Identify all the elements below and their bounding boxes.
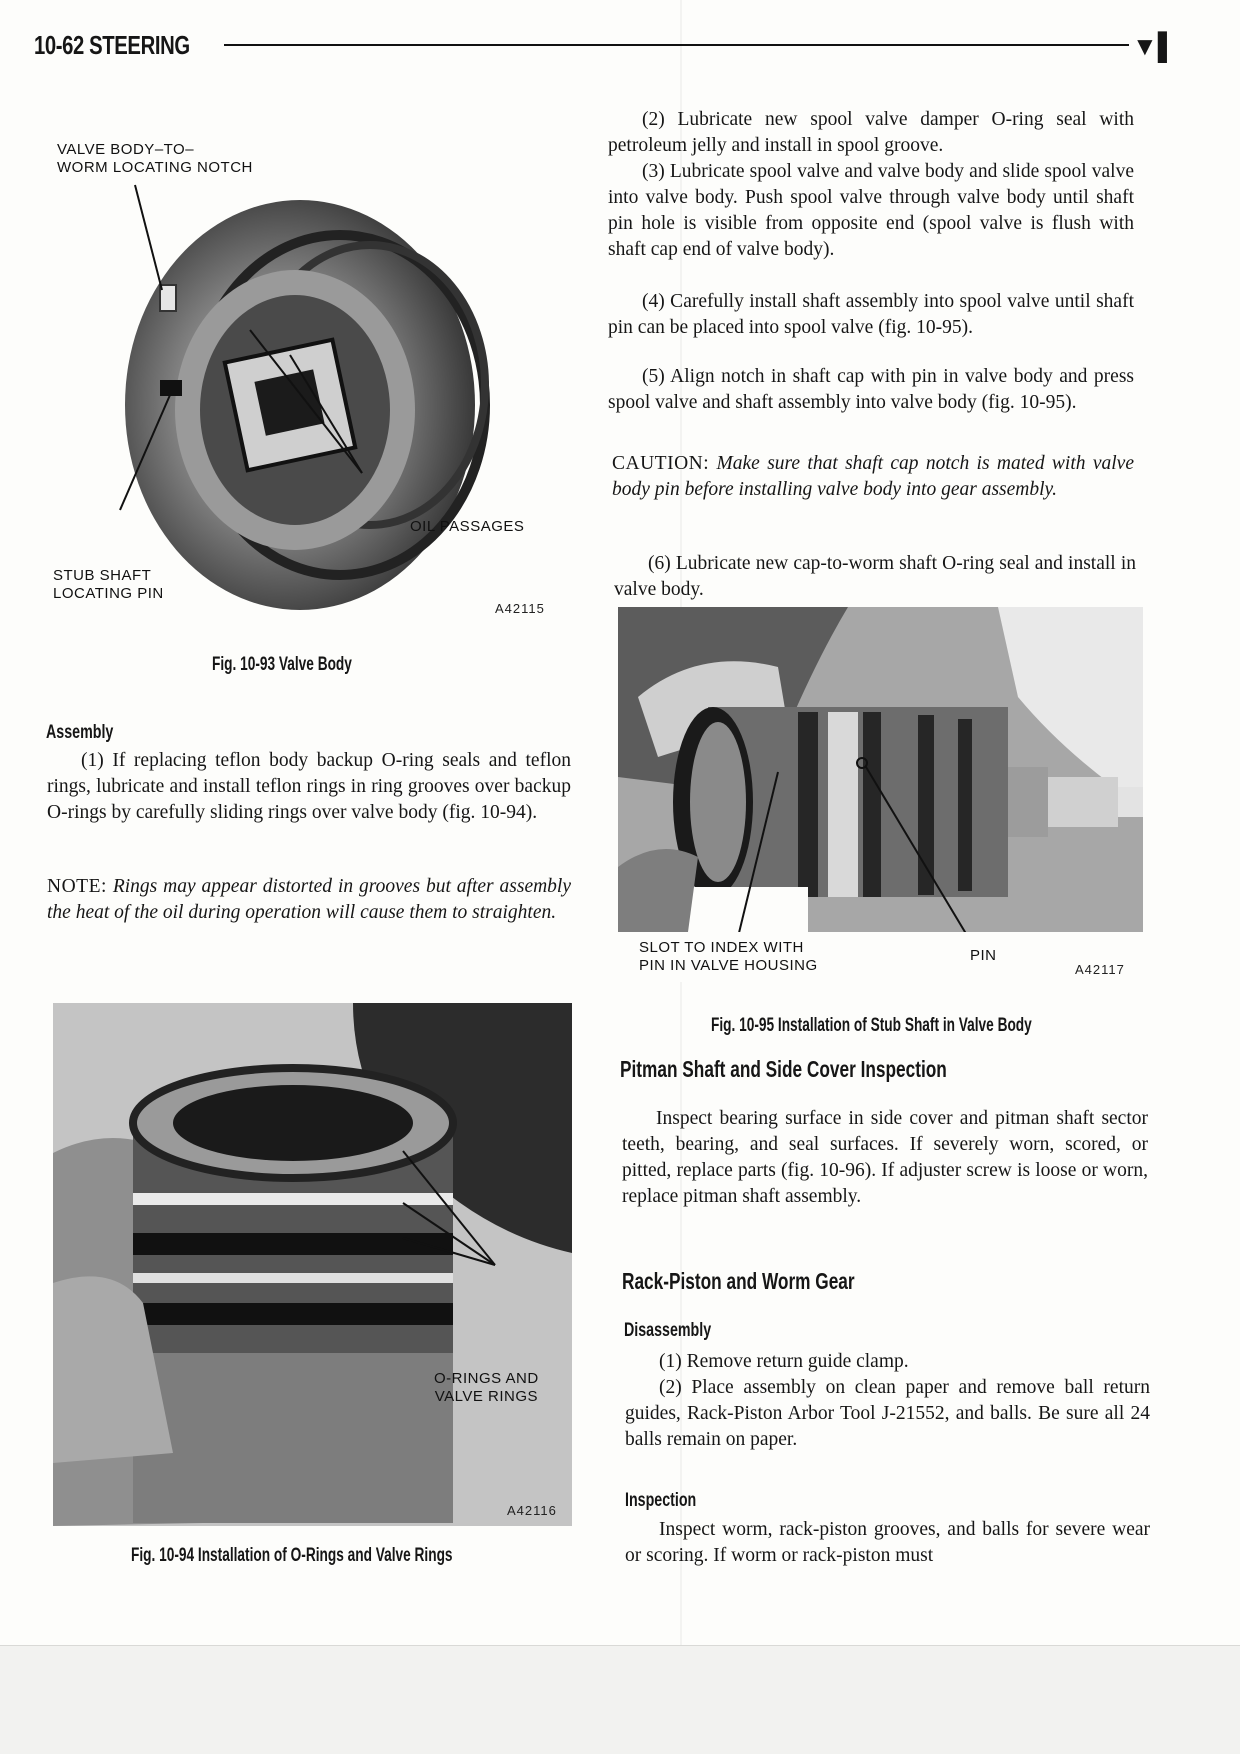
valve-body-illustration (40, 105, 560, 625)
note-label: NOTE: (47, 876, 107, 897)
label-slot-index: SLOT TO INDEX WITH PIN IN VALVE HOUSING (639, 939, 818, 974)
label-pin: PIN (970, 947, 997, 964)
step-4: (4) Carefully install shaft assembly into spool valve until shaft pin can be placed into spool valve (fig. 10-95). (608, 291, 1134, 338)
section-heading-assembly: Assembly (46, 722, 114, 743)
figure-caption-10-95: Fig. 10-95 Installation of Stub Shaft in Valve Body (711, 1015, 1032, 1036)
section-heading-rack-piston: Rack-Piston and Worm Gear (622, 1268, 855, 1294)
caution-paragraph (612, 451, 1134, 503)
figure-code: A42115 (495, 601, 545, 616)
figure-o-rings-photo (53, 1003, 572, 1526)
inspection-paragraph: Inspect worm, rack-piston grooves, and balls for severe wear or scoring. If worm or rack-piston must (625, 1519, 1150, 1566)
label-oil-passages: OIL PASSAGES (410, 518, 525, 535)
figure-stub-shaft-photo (618, 607, 1143, 982)
header-rule (224, 44, 1129, 46)
disassembly-step-1: (1) Remove return guide clamp. (659, 1351, 909, 1372)
label-valve-body-notch: VALVE BODY–TO– WORM LOCATING NOTCH (57, 141, 253, 176)
caution-text: Make sure that shaft cap notch is mated with valve body pin before installing valve body into gear assembly. (612, 453, 1134, 500)
section-heading-disassembly: Disassembly (624, 1320, 712, 1341)
figure-caption-10-94: Fig. 10-94 Installation of O-Rings and Valve Rings (131, 1545, 453, 1566)
figure-code: A42116 (507, 1503, 557, 1518)
label-stub-shaft-pin: STUB SHAFT LOCATING PIN (53, 567, 164, 602)
figure-caption-10-93: Fig. 10-93 Valve Body (212, 654, 352, 675)
step-2: (2) Lubricate new spool valve damper O-ring seal with petroleum jelly and install in spool groove. (608, 109, 1134, 156)
stub-shaft-illustration (618, 607, 1143, 932)
note-text: Rings may appear distorted in grooves but after assembly the heat of the oil during operation will cause them to straighten. (47, 876, 572, 923)
section-tab-mark: ▼▌ (1132, 31, 1177, 61)
o-rings-illustration (53, 1003, 572, 1526)
scan-bottom-margin (0, 1645, 1240, 1754)
caution-label: CAUTION: (612, 453, 710, 474)
page-title: 10-62 STEERING (34, 30, 190, 60)
label-o-rings-valve-rings: O-RINGS AND VALVE RINGS (434, 1370, 539, 1405)
figure-code: A42117 (1075, 962, 1125, 977)
step-3: (3) Lubricate spool valve and valve body and slide spool valve into valve body. Push spool valve through valve body until shaft pin hole is visible from opposite end (spool valve is flush with shaft cap end of valve body). (608, 161, 1134, 260)
note-paragraph (47, 874, 571, 926)
page-header (34, 30, 1177, 66)
section-heading-inspection: Inspection (625, 1490, 697, 1511)
step-6: (6) Lubricate new cap-to-worm shaft O-ring seal and install in valve body. (614, 553, 1136, 600)
assembly-step-1: (1) If replacing teflon body backup O-ring seals and teflon rings, lubricate and install teflon rings in ring grooves over backup O-rings by carefully sliding rings over valve body (fig. 10-94). (47, 750, 571, 823)
pitman-paragraph: Inspect bearing surface in side cover and pitman shaft sector teeth, bearing, and seal surfaces. If severely worn, scored, or pitted, replace parts (fig. 10-96). If adjuster screw is loose or worn, replace pitman shaft assembly. (622, 1108, 1148, 1207)
section-heading-pitman: Pitman Shaft and Side Cover Inspection (620, 1056, 947, 1082)
step-5: (5) Align notch in shaft cap with pin in valve body and press spool valve and shaft assembly into valve body (fig. 10-95). (608, 366, 1134, 413)
figure-valve-body (40, 105, 560, 625)
disassembly-step-2: (2) Place assembly on clean paper and remove ball return guides, Rack-Piston Arbor Tool J-21552, and balls. Be sure all 24 balls remain on paper. (625, 1377, 1150, 1450)
